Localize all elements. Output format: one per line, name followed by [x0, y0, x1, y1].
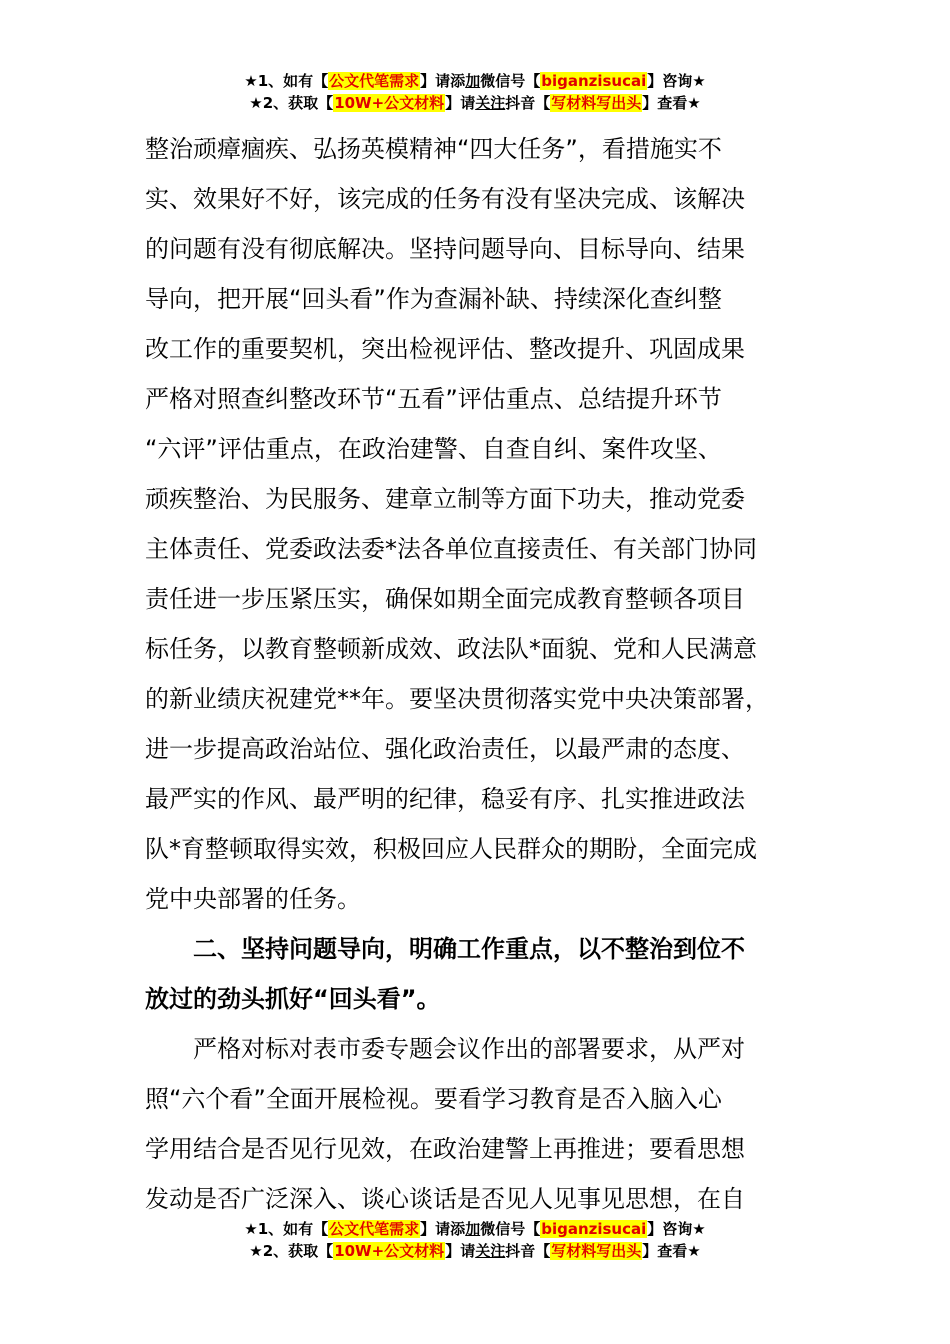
banner-highlight: 写材料写出头 [551, 1242, 642, 1260]
banner-line-1 [0, 1218, 950, 1240]
banner-line-1 [0, 70, 950, 92]
body-line: 发动是否广泛深入、谈心谈话是否见人见事见思想，在自 [145, 1185, 745, 1213]
banner-text: ★1、如有【 [244, 1220, 329, 1238]
body-line: 严格对照查纠整改环节“五看”评估重点、总结提升环节 [145, 385, 722, 413]
section-heading: 放过的劲头抓好“回头看”。 [145, 985, 441, 1013]
document-body [145, 124, 811, 1224]
banner-text: 】咨询★ [647, 1220, 706, 1238]
banner-text: 抖音【 [505, 1242, 551, 1260]
banner-highlight: 公文代笔需求 [329, 1220, 420, 1238]
banner-highlight: 公文代笔需求 [329, 72, 420, 90]
banner-text: 微信号【 [480, 72, 541, 90]
body-line: 改工作的重要契机，突出检视评估、整改提升、巩固成果 [145, 335, 745, 363]
banner-highlight: 10W+公文材料 [334, 1242, 445, 1260]
banner-text: 】查看★ [642, 94, 701, 112]
body-line: 顽疾整治、为民服务、建章立制等方面下功夫，推动党委 [145, 485, 745, 513]
body-line: 照“六个看”全面开展检视。要看学习教育是否入脑入心 [145, 1085, 722, 1113]
body-line: 党中央部署的任务。 [145, 885, 361, 913]
banner-highlight: biganzisucai [541, 1220, 647, 1238]
banner-text: 】请添 [420, 72, 466, 90]
banner-underlined: 加 [465, 72, 481, 90]
banner-underlined: 关注 [475, 94, 506, 112]
banner-text: ★2、获取【 [249, 94, 334, 112]
banner-highlight: biganzisucai [541, 72, 647, 90]
banner-highlight: 写材料写出头 [551, 94, 642, 112]
body-line: 进一步提高政治站位、强化政治责任，以最严肃的态度、 [145, 735, 745, 763]
banner-text: 】请 [445, 94, 476, 112]
body-line: 学用结合是否见行见效，在政治建警上再推进；要看思想 [145, 1135, 745, 1163]
body-line: 导向，把开展“回头看”作为查漏补缺、持续深化查纠整 [145, 285, 722, 313]
body-line: 主体责任、党委政法委*法各单位直接责任、有关部门协同 [145, 535, 757, 563]
banner-line-2 [0, 1240, 950, 1262]
banner-text: 】查看★ [642, 1242, 701, 1260]
bottom-banner [0, 1218, 950, 1262]
banner-text: 】请添 [420, 1220, 466, 1238]
banner-text: ★2、获取【 [249, 1242, 334, 1260]
body-line: 队*育整顿取得实效，积极回应人民群众的期盼，全面完成 [145, 835, 757, 863]
banner-text: 】请 [445, 1242, 476, 1260]
body-line: “六评”评估重点，在政治建警、自查自纠、案件攻坚、 [145, 435, 722, 463]
body-line: 最严实的作风、最严明的纪律，稳妥有序、扎实推进政法 [145, 785, 745, 813]
body-line: 整治顽瘴痼疾、弘扬英模精神“四大任务”，看措施实不 [145, 135, 722, 163]
body-line: 严格对标对表市委专题会议作出的部署要求，从严对 [193, 1035, 745, 1063]
banner-text: 】咨询★ [647, 72, 706, 90]
body-line: 责任进一步压紧压实，确保如期全面完成教育整顿各项目 [145, 585, 745, 613]
body-line: 实、效果好不好，该完成的任务有没有坚决完成、该解决 [145, 185, 745, 213]
body-line: 的问题有没有彻底解决。坚持问题导向、目标导向、结果 [145, 235, 745, 263]
section-heading: 二、坚持问题导向，明确工作重点，以不整治到位不 [193, 935, 745, 963]
banner-text: 抖音【 [505, 94, 551, 112]
top-banner [0, 70, 950, 114]
banner-highlight: 10W+公文材料 [334, 94, 445, 112]
banner-underlined: 关注 [475, 1242, 506, 1260]
banner-text: ★1、如有【 [244, 72, 329, 90]
banner-text: 微信号【 [480, 1220, 541, 1238]
body-line: 的新业绩庆祝建党**年。要坚决贯彻落实党中央决策部署， [145, 685, 769, 713]
banner-underlined: 加 [465, 1220, 481, 1238]
banner-line-2 [0, 92, 950, 114]
body-line: 标任务，以教育整顿新成效、政法队*面貌、党和人民满意 [145, 635, 757, 663]
